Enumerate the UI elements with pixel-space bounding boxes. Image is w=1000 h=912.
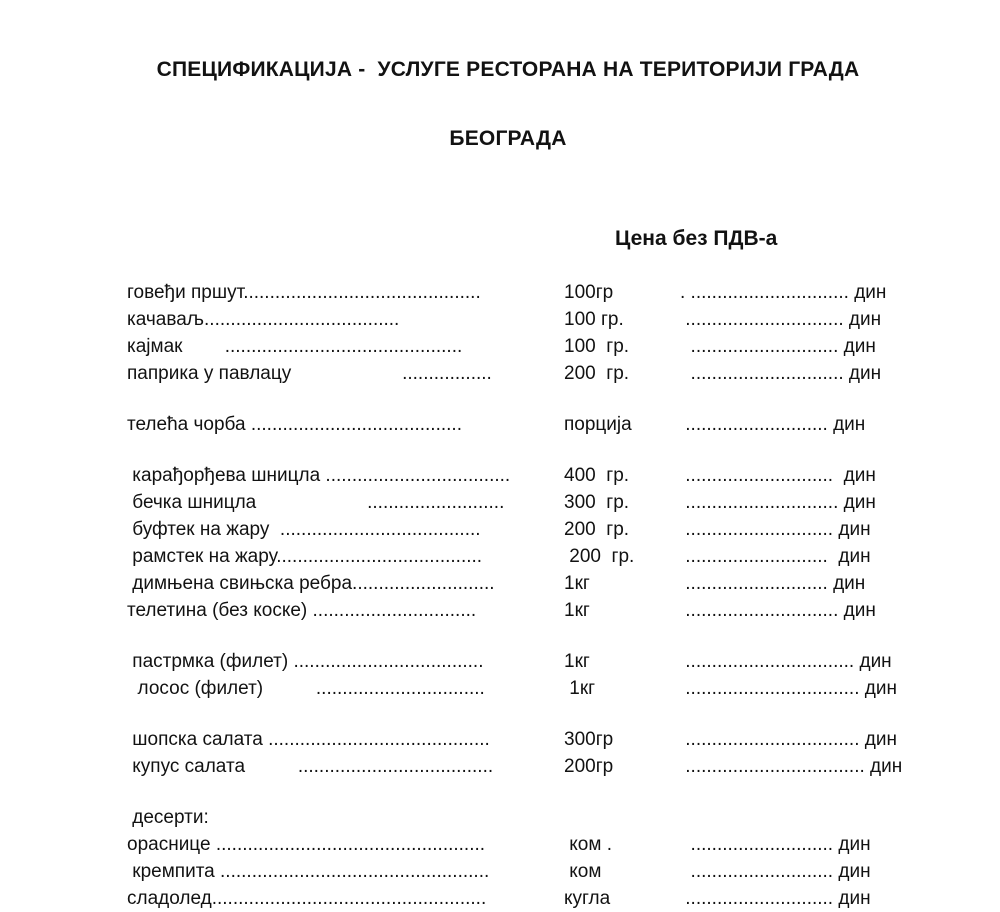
price-dot-leader: .................................: [680, 729, 865, 750]
price-list-row: [127, 648, 940, 675]
currency-label: дин: [848, 363, 882, 384]
item-name: сладолед: [127, 888, 212, 909]
item-quantity: 100 гр.: [564, 336, 630, 357]
item-quantity: 1кг: [564, 678, 596, 699]
item-quantity: 100 гр.: [564, 309, 624, 330]
item-name: буфтек на жару: [127, 519, 270, 540]
item-quantity: порција: [564, 414, 632, 435]
item-name: шопска салата: [127, 729, 263, 750]
item-cell: [127, 489, 564, 516]
dot-leader: .................: [291, 363, 492, 384]
title-line-2: БЕОГРАДА: [449, 127, 567, 150]
item-name: телетина (без коске): [127, 600, 308, 621]
item-name: паприка у павлацу: [127, 363, 292, 384]
dot-leader: ................................: [263, 678, 485, 699]
dot-leader: ......................................: [269, 519, 481, 540]
item-quantity: 200гр: [564, 756, 614, 777]
price-dot-leader: .............................: [680, 363, 849, 384]
item-quantity: 200 гр.: [564, 363, 630, 384]
dot-leader: ...................................................: [214, 861, 490, 882]
currency-label: дин: [838, 888, 871, 909]
menu-section: [127, 726, 940, 780]
price-list-row: [127, 726, 940, 753]
item-cell: [127, 306, 564, 333]
dot-leader: ...................................: [320, 465, 511, 486]
item-name: купус салата: [127, 756, 246, 777]
item-cell: [127, 858, 564, 885]
item-quantity: 1кг: [564, 600, 590, 621]
section-heading: десерти:: [127, 807, 209, 828]
price-dot-leader: ................................: [680, 651, 860, 672]
item-name: бечка шницла: [127, 492, 257, 513]
dot-leader: ..........................................: [262, 729, 490, 750]
price-cell: [680, 648, 892, 675]
item-quantity: 1кг: [564, 573, 590, 594]
item-name: димњена свињска ребра: [127, 573, 353, 594]
price-cell: [680, 306, 881, 333]
dot-leader: .............................................: [182, 336, 463, 357]
item-cell: [127, 411, 564, 438]
price-list: [127, 279, 940, 912]
price-cell: [680, 597, 876, 624]
price-list-row: [127, 543, 940, 570]
item-quantity: 200 гр.: [564, 546, 635, 567]
price-dot-leader: ...........................: [680, 861, 839, 882]
currency-label: дин: [838, 861, 871, 882]
item-cell: [127, 333, 564, 360]
item-cell: [127, 885, 564, 912]
price-cell: [680, 726, 897, 753]
item-quantity: 300 гр.: [564, 492, 630, 513]
price-list-row: [127, 831, 940, 858]
price-dot-leader: ...........................: [680, 834, 839, 855]
currency-label: дин: [833, 414, 866, 435]
price-dot-leader: .............................: [680, 492, 844, 513]
price-cell: [680, 360, 881, 387]
price-cell: [680, 411, 865, 438]
price-cell: [680, 462, 876, 489]
item-quantity: 200 гр.: [564, 519, 630, 540]
price-cell: [680, 570, 865, 597]
price-list-row: [127, 753, 940, 780]
item-name: кремпита: [127, 861, 215, 882]
dot-leader: ....................................................: [211, 888, 487, 909]
price-dot-leader: ...........................: [680, 414, 834, 435]
item-name: качаваљ: [127, 309, 205, 330]
price-cell: [680, 543, 871, 570]
dot-leader: ...........................: [352, 573, 495, 594]
price-cell: [680, 831, 871, 858]
item-quantity: 100гр: [564, 282, 614, 303]
currency-label: дин: [833, 573, 866, 594]
item-name: кајмак: [127, 336, 183, 357]
currency-label: дин: [859, 651, 892, 672]
menu-section: [127, 462, 940, 624]
price-cell: [680, 858, 871, 885]
currency-label: дин: [843, 492, 876, 513]
currency-label: дин: [864, 729, 897, 750]
item-cell: [127, 831, 564, 858]
price-list-row: [127, 516, 940, 543]
section-heading-row: [127, 804, 940, 831]
price-cell: [680, 333, 876, 360]
price-dot-leader: ............................: [680, 888, 839, 909]
dot-leader: ..........................: [256, 492, 505, 513]
item-cell: [127, 516, 564, 543]
item-cell: [127, 726, 564, 753]
price-list-row: [127, 570, 940, 597]
price-list-row: [127, 489, 940, 516]
currency-label: дин: [864, 678, 897, 699]
item-cell: [127, 543, 564, 570]
item-cell: [127, 360, 564, 387]
item-cell: [127, 753, 564, 780]
item-name: карађорђева шницла: [127, 465, 321, 486]
price-list-row: [127, 306, 940, 333]
item-cell: [127, 648, 564, 675]
item-name: телећа чорба: [127, 414, 246, 435]
price-dot-leader: ..................................: [680, 756, 871, 777]
item-quantity: 1кг: [564, 651, 590, 672]
price-list-row: [127, 411, 940, 438]
price-list-row: [127, 675, 940, 702]
item-cell: [127, 279, 564, 306]
item-quantity: 300гр: [564, 729, 614, 750]
price-cell: [680, 489, 876, 516]
price-dot-leader: .................................: [680, 678, 865, 699]
currency-label: дин: [843, 336, 876, 357]
item-cell: [127, 675, 564, 702]
price-dot-leader: ...........................: [680, 546, 839, 567]
item-cell: [127, 597, 564, 624]
menu-section: [127, 648, 940, 702]
price-dot-leader: ..............................: [680, 309, 849, 330]
menu-section: [127, 804, 940, 912]
title-line-1: СПЕЦИФИКАЦИЈА - УСЛУГЕ РЕСТОРАНА НА ТЕРИТОРИЈИ ГРАДА: [156, 58, 860, 81]
price-list-row: [127, 279, 940, 306]
item-name: рамстек на жару: [127, 546, 277, 567]
item-quantity: ком .: [564, 834, 612, 855]
price-dot-leader: ............................: [680, 519, 839, 540]
price-dot-leader: .............................: [680, 600, 844, 621]
price-cell: [680, 885, 871, 912]
item-name: говеђи пршут: [127, 282, 244, 303]
price-list-row: [127, 858, 940, 885]
price-dot-leader: ............................: [680, 336, 844, 357]
dot-leader: .......................................: [276, 546, 483, 567]
dot-leader: ...............................: [307, 600, 477, 621]
currency-label: дин: [838, 546, 871, 567]
dot-leader: .....................................: [204, 309, 400, 330]
item-quantity: кугла: [564, 888, 611, 909]
price-dot-leader: ...........................: [680, 573, 834, 594]
dot-leader: .....................................: [245, 756, 494, 777]
item-name: лосос (филет): [127, 678, 264, 699]
price-dot-leader: ............................: [680, 465, 844, 486]
dot-leader: .............................................: [243, 282, 481, 303]
currency-label: дин: [843, 600, 876, 621]
price-list-row: [127, 462, 940, 489]
price-list-row: [127, 597, 940, 624]
dot-leader: ........................................: [245, 414, 462, 435]
currency-label: дин: [838, 519, 871, 540]
price-list-row: [127, 885, 940, 912]
document-title: [127, 12, 889, 196]
item-cell: [127, 462, 564, 489]
item-name: пастрмка (филет): [127, 651, 289, 672]
currency-label: дин: [848, 309, 882, 330]
item-cell: [127, 570, 564, 597]
currency-label: дин: [843, 465, 876, 486]
currency-label: дин: [838, 834, 871, 855]
item-quantity: 400 гр.: [564, 465, 630, 486]
price-cell: [680, 675, 897, 702]
price-column-header: Цена без ПДВ-а: [615, 227, 778, 250]
currency-label: дин: [854, 282, 887, 303]
price-cell: [680, 753, 902, 780]
price-list-row: [127, 333, 940, 360]
price-list-row: [127, 360, 940, 387]
item-quantity: ком: [564, 861, 602, 882]
price-cell: [680, 279, 886, 306]
price-dot-leader: . ..............................: [680, 282, 855, 303]
currency-label: дин: [870, 756, 903, 777]
menu-section: [127, 411, 940, 438]
dot-leader: ....................................: [288, 651, 484, 672]
dot-leader: ...................................................: [210, 834, 486, 855]
menu-section: [127, 279, 940, 387]
item-name: ораснице: [127, 834, 211, 855]
price-cell: [680, 516, 871, 543]
